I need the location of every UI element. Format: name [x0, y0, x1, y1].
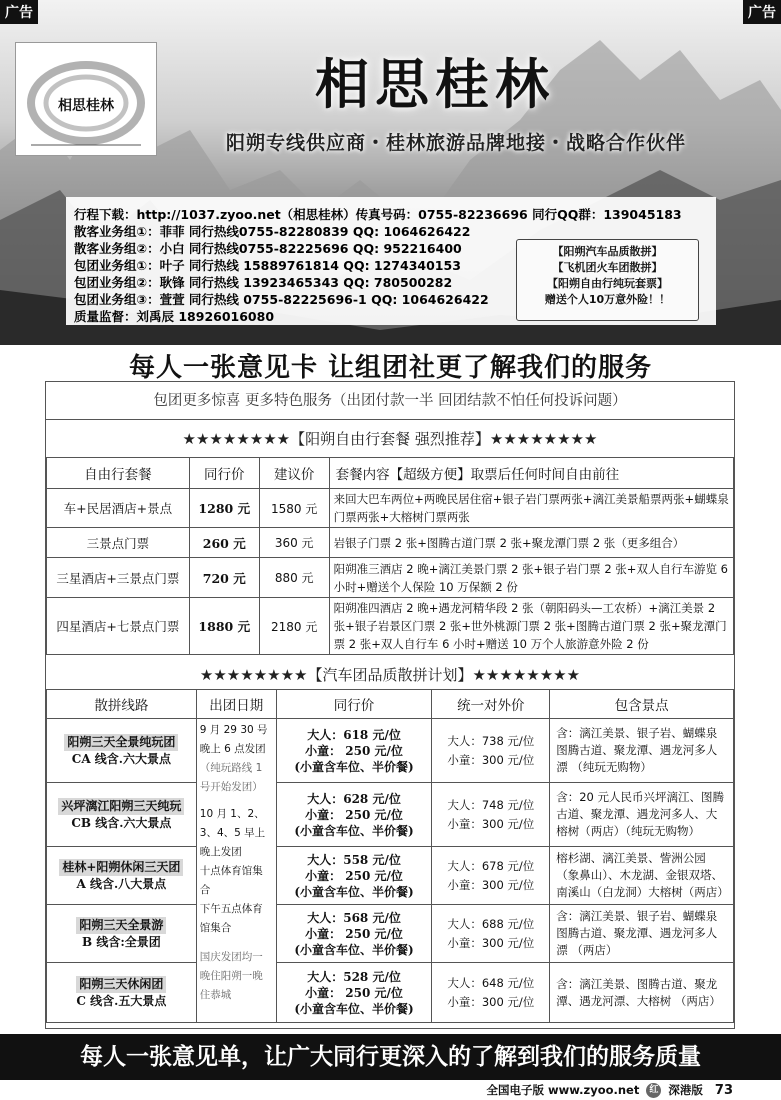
date-note: 国庆发团均一晚住阳朔一晚 住恭城: [199, 951, 263, 1001]
package-name: 车+民居酒店+景点: [47, 489, 190, 528]
adult-retail-price: 大人：688 元/位: [447, 916, 535, 931]
table-row: [47, 528, 734, 558]
peer-price-cell: [276, 905, 432, 963]
child-price: 小童： 250 元/位: [305, 743, 403, 758]
peer-price: 720 元: [189, 558, 259, 598]
date-note: 十点体育馆集合: [199, 865, 263, 896]
peer-price-cell: [276, 963, 432, 1023]
table-row: [47, 598, 734, 655]
column-header: 套餐内容【超级方便】取票后任何时间自由前往: [329, 458, 733, 489]
included-spots: 榕杉湖、漓江美景、訾洲公园（象鼻山）、木龙湖、金银双塔、南溪山（白龙洞）大榕树（两店）: [550, 847, 734, 905]
column-header: 同行价: [189, 458, 259, 489]
ad-label-right: 广告: [743, 0, 781, 24]
table-row: [47, 558, 734, 598]
contact-line: 散客业务组②：小白 同行热线0755-82225696 QQ: 952216400: [74, 241, 462, 256]
table-row: [47, 847, 734, 905]
route-code: B 线含:全景团: [82, 934, 161, 949]
peer-price-cell: [276, 719, 432, 783]
adult-price: 大人：528 元/位: [307, 969, 401, 984]
route-cell: [47, 963, 197, 1023]
table-row: [47, 489, 734, 528]
child-price: 小童： 250 元/位: [305, 807, 403, 822]
suggested-price: 2180 元: [259, 598, 329, 655]
contact-line: 行程下载：http://1037.zyoo.net（相思桂林）传真号码：0755-82236696 同行QQ群：139045183: [74, 207, 682, 222]
contact-line: 质量监督：刘禹辰 18926016080: [74, 309, 275, 324]
column-header: 自由行套餐: [47, 458, 190, 489]
peer-price: 1280 元: [189, 489, 259, 528]
peer-price: 260 元: [189, 528, 259, 558]
route-name: 阳朔三天全景纯玩团: [64, 734, 178, 751]
route-name: 阳朔三天全景游: [76, 917, 166, 934]
package-name: 三景点门票: [47, 528, 190, 558]
ad-label-left: 广告: [0, 0, 38, 24]
table-row: [47, 719, 734, 783]
promo-scroll: [516, 239, 699, 321]
child-retail-price: 小童：300 元/位: [447, 752, 535, 767]
adult-price: 大人：618 元/位: [307, 727, 401, 742]
departure-dates: [196, 719, 276, 1023]
date-note: 9 月 29 30 号晚上 6 点发团: [199, 724, 268, 755]
package-content: 阳朔准三酒店 2 晚+漓江美景门票 2 张+银子岩门票 2 张+双人自行车游览 6 小时+赠送个人保险 10 万保额 2 份: [329, 558, 733, 598]
contact-line: 散客业务组①：菲菲 同行热线0755-82280839 QQ: 1064626422: [74, 224, 471, 239]
table-row: [47, 963, 734, 1023]
child-retail-price: 小童：300 元/位: [447, 935, 535, 950]
retail-price-cell: [432, 783, 550, 847]
suggested-price: 360 元: [259, 528, 329, 558]
logo-text: 相思桂林: [58, 98, 114, 114]
column-header: 出团日期: [196, 690, 276, 719]
table-row: [47, 783, 734, 847]
site-url: 全国电子版 www.zyoo.net: [486, 1083, 640, 1097]
edition-badge-icon: 红: [646, 1083, 661, 1098]
retail-price-cell: [432, 719, 550, 783]
package-name: 三星酒店+三景点门票: [47, 558, 190, 598]
retail-price-cell: [432, 905, 550, 963]
retail-price-cell: [432, 847, 550, 905]
child-retail-price: 小童：300 元/位: [447, 994, 535, 1009]
included-spots: 含：漓江美景、银子岩、蝴蝶泉图腾古道、聚龙潭、遇龙河多人漂 （纯玩无购物）: [550, 719, 734, 783]
brand-slogan: 阳朔专线供应商・桂林旅游品牌地接・战略合作伙伴: [226, 132, 687, 154]
scroll-line: 【飞机团火车团散拼】: [552, 261, 663, 274]
adult-price: 大人：628 元/位: [307, 791, 401, 806]
column-header: 建议价: [259, 458, 329, 489]
route-name: 桂林+阳朔休闲三天团: [59, 859, 183, 876]
scroll-line: 【阳朔自由行纯玩套票】: [547, 277, 668, 290]
bus-tour-table: [46, 689, 734, 1023]
suggested-price: 880 元: [259, 558, 329, 598]
included-spots: 含：20 元人民币兴坪漓江、图腾古道、聚龙潭、遇龙河多人、大榕树（两店）（纯玩无购物）: [550, 783, 734, 847]
adult-retail-price: 大人：748 元/位: [447, 797, 535, 812]
footer-slogan: 每人一张意见单，让广大同行更深入的了解到我们的服务质量: [0, 1034, 781, 1080]
scroll-line: 【阳朔汽车品质散拼】: [552, 245, 663, 258]
scroll-line: 赠送个人10万意外险！！: [544, 293, 671, 306]
child-price: 小童： 250 元/位: [305, 985, 403, 1000]
route-code: CA 线含.六大景点: [71, 751, 171, 766]
route-code: A 线含.八大景点: [76, 876, 167, 891]
column-header: 包含景点: [550, 690, 734, 719]
free-travel-table: [46, 457, 734, 655]
brand-logo: [15, 42, 157, 156]
peer-price-cell: [276, 783, 432, 847]
peer-price-cell: [276, 847, 432, 905]
table-header-row: [47, 458, 734, 489]
table-row: [47, 905, 734, 963]
child-retail-price: 小童：300 元/位: [447, 816, 535, 831]
child-retail-price: 小童：300 元/位: [447, 877, 535, 892]
column-header: 统一对外价: [432, 690, 550, 719]
adult-price: 大人：558 元/位: [307, 852, 401, 867]
child-note: (小童含车位、半价餐): [294, 1001, 414, 1016]
contact-info-panel: [66, 197, 716, 325]
route-name: 阳朔三天休闲团: [76, 976, 166, 993]
contact-line: 包团业务组①：叶子 同行热线 15889761814 QQ: 1274340153: [74, 258, 461, 273]
child-note: (小童含车位、半价餐): [294, 884, 414, 899]
content-frame: [45, 381, 735, 1029]
child-note: (小童含车位、半价餐): [294, 823, 414, 838]
date-note: 下午五点体育馆集合: [199, 903, 263, 934]
route-code: C 线含.五大景点: [76, 993, 167, 1008]
child-note: (小童含车位、半价餐): [294, 759, 414, 774]
page-number: 73: [714, 1083, 733, 1098]
date-note: 10 月 1、2、3、4、5 早上晚上发团: [199, 808, 266, 858]
included-spots: 含：漓江美景、银子岩、蝴蝶泉图腾古道、聚龙潭、遇龙河多人漂 （两店）: [550, 905, 734, 963]
route-cell: [47, 905, 197, 963]
section-title-bus-tours: ★★★★★★★★【汽车团品质散拼计划】★★★★★★★★: [199, 666, 581, 684]
adult-price: 大人：568 元/位: [307, 910, 401, 925]
package-content: 来回大巴车两位+两晚民居住宿+银子岩门票两张+漓江美景船票两张+蝴蝶泉门票两张+大榕树门票两张: [329, 489, 733, 528]
contact-line: 包团业务组③：萱萱 同行热线 0755-82225696-1 QQ: 1064626422: [74, 292, 489, 307]
edition-name: 深港版: [668, 1083, 703, 1097]
child-price: 小童： 250 元/位: [305, 868, 403, 883]
retail-price-cell: [432, 963, 550, 1023]
route-cell: [47, 847, 197, 905]
package-content: 阳朔准四酒店 2 晚+遇龙河精华段 2 张（朝阳码头—工农桥）+漓江美景 2 张+银子岩景区门票 2 张+世外桃源门票 2 张+图腾古道门票 2 张+聚龙潭门票 2 张+双人自行车 6 小时+赠送 10 万个人旅游意外险 2 份: [329, 598, 733, 655]
headline: 每人一张意见卡 让组团社更了解我们的服务: [128, 353, 653, 383]
route-cell: [47, 783, 197, 847]
hero-banner: [0, 0, 781, 345]
route-name: 兴坪漓江阳朔三天纯玩: [58, 798, 184, 815]
intro-text: 包团更多惊喜 更多特色服务（出团付款一半 回团结款不怕任何投诉问题）: [46, 382, 734, 420]
contact-line: 包团业务组②：耿锋 同行热线 13923465343 QQ: 780500282: [74, 275, 453, 290]
page-footer: [487, 1082, 734, 1098]
package-content: 岩银子门票 2 张+图腾古道门票 2 张+聚龙潭门票 2 张（更多组合）: [329, 528, 733, 558]
column-header: 散拼线路: [47, 690, 197, 719]
table-header-row: [47, 690, 734, 719]
adult-retail-price: 大人：738 元/位: [447, 733, 535, 748]
route-code: CB 线含.六大景点: [71, 815, 172, 830]
route-cell: [47, 719, 197, 783]
child-price: 小童： 250 元/位: [305, 926, 403, 941]
brand-title: 相思桂林: [315, 53, 555, 116]
suggested-price: 1580 元: [259, 489, 329, 528]
included-spots: 含：漓江美景、图腾古道、聚龙潭、遇龙河漂、大榕树 （两店）: [550, 963, 734, 1023]
section-title-free-travel: ★★★★★★★★【阳朔自由行套餐 强烈推荐】★★★★★★★★: [182, 430, 598, 448]
column-header: 同行价: [276, 690, 432, 719]
adult-retail-price: 大人：648 元/位: [447, 975, 535, 990]
adult-retail-price: 大人：678 元/位: [447, 858, 535, 873]
peer-price: 1880 元: [189, 598, 259, 655]
child-note: (小童含车位、半价餐): [294, 942, 414, 957]
package-name: 四星酒店+七景点门票: [47, 598, 190, 655]
date-note: （纯玩路线 1 号开始发团）: [199, 762, 263, 793]
